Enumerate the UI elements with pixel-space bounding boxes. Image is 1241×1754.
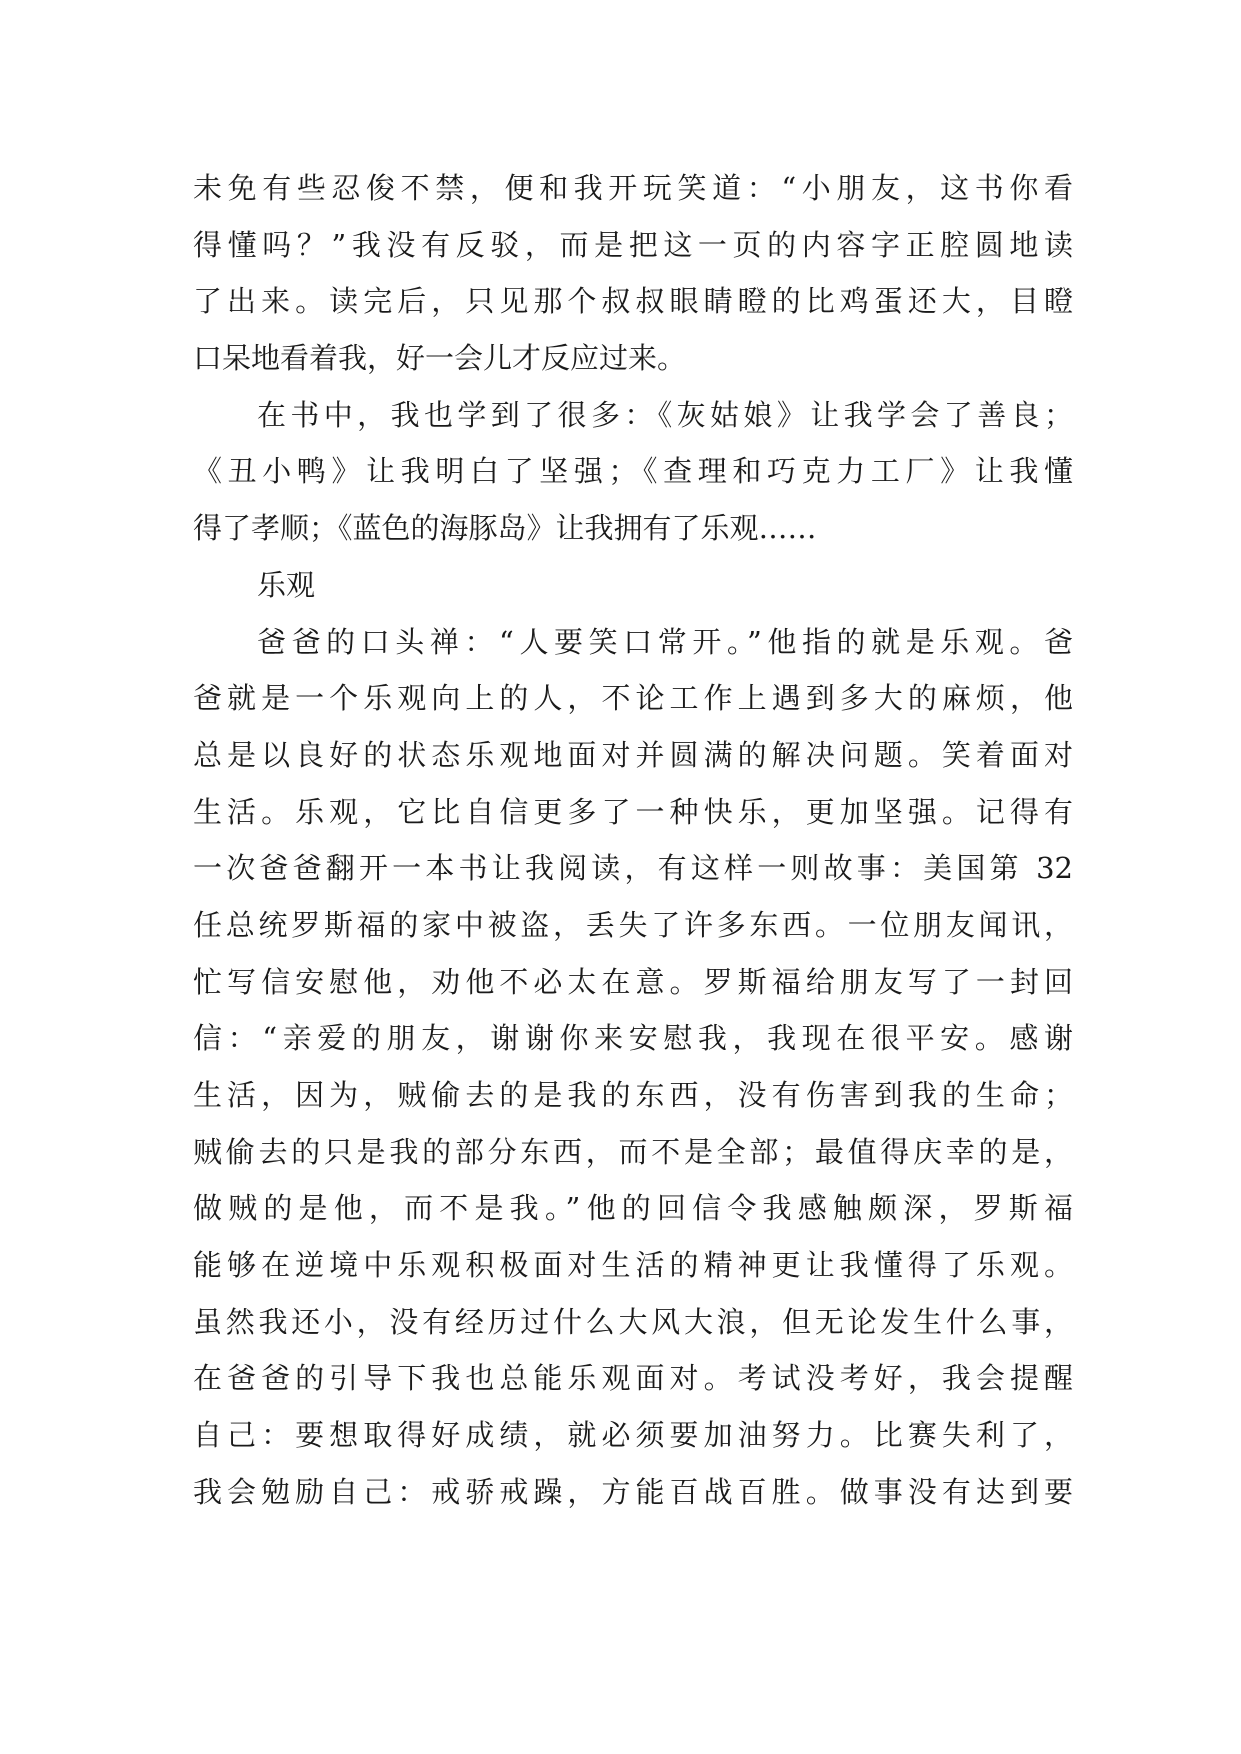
text-line: 贼偷去的只是我的部分东西，而不是全部；最值得庆幸的是，	[193, 1134, 1073, 1169]
text-line: 了出来。读完后，只见那个叔叔眼睛瞪的比鸡蛋还大，目瞪	[193, 284, 1073, 319]
text-line: 在书中，我也学到了很多：《灰姑娘》让我学会了善良；	[257, 397, 1073, 432]
text-line: 爸就是一个乐观向上的人，不论工作上遇到多大的麻烦，他	[193, 681, 1073, 716]
text-line: 忙写信安慰他，劝他不必太在意。罗斯福给朋友写了一封回	[193, 964, 1073, 999]
body-text	[193, 160, 1073, 1521]
text-line: 做贼的是他，而不是我。”他的回信令我感触颇深，罗斯福	[193, 1191, 1073, 1226]
text-line: 爸爸的口头禅：“人要笑口常开。”他指的就是乐观。爸	[257, 624, 1073, 659]
text-line: 得懂吗？”我没有反驳，而是把这一页的内容字正腔圆地读	[193, 227, 1073, 262]
text-line: 自己：要想取得好成绩，就必须要加油努力。比赛失利了，	[193, 1418, 1073, 1453]
text-line: 总是以良好的状态乐观地面对并圆满的解决问题。笑着面对	[193, 737, 1073, 772]
text-line: 能够在逆境中乐观积极面对生活的精神更让我懂得了乐观。	[193, 1248, 1073, 1283]
text-line: 信：“亲爱的朋友，谢谢你来安慰我，我现在很平安。感谢	[193, 1021, 1073, 1056]
text-line: 得了孝顺；《蓝色的海豚岛》让我拥有了乐观……	[193, 511, 817, 546]
text-line: 任总统罗斯福的家中被盗，丢失了许多东西。一位朋友闻讯，	[193, 907, 1073, 942]
text-line: 生活，因为，贼偷去的是我的东西，没有伤害到我的生命；	[193, 1078, 1073, 1112]
text-line: 未免有些忍俊不禁，便和我开玩笑道：“小朋友，这书你看	[193, 171, 1073, 205]
text-line: 乐观	[257, 567, 316, 602]
text-line: 口呆地看着我，好一会儿才反应过来。	[193, 341, 687, 376]
text-line: 一次爸爸翻开一本书让我阅读，有这样一则故事：美国第 32	[193, 851, 1073, 886]
text-line: 《丑小鸭》让我明白了坚强；《查理和巧克力工厂》让我懂	[193, 454, 1073, 489]
text-line: 在爸爸的引导下我也总能乐观面对。考试没考好，我会提醒	[193, 1361, 1073, 1396]
text-line: 虽然我还小，没有经历过什么大风大浪，但无论发生什么事，	[193, 1304, 1073, 1339]
text-line: 我会勉励自己：戒骄戒躁，方能百战百胜。做事没有达到要	[193, 1474, 1073, 1509]
text-line: 生活。乐观，它比自信更多了一种快乐，更加坚强。记得有	[193, 794, 1073, 829]
